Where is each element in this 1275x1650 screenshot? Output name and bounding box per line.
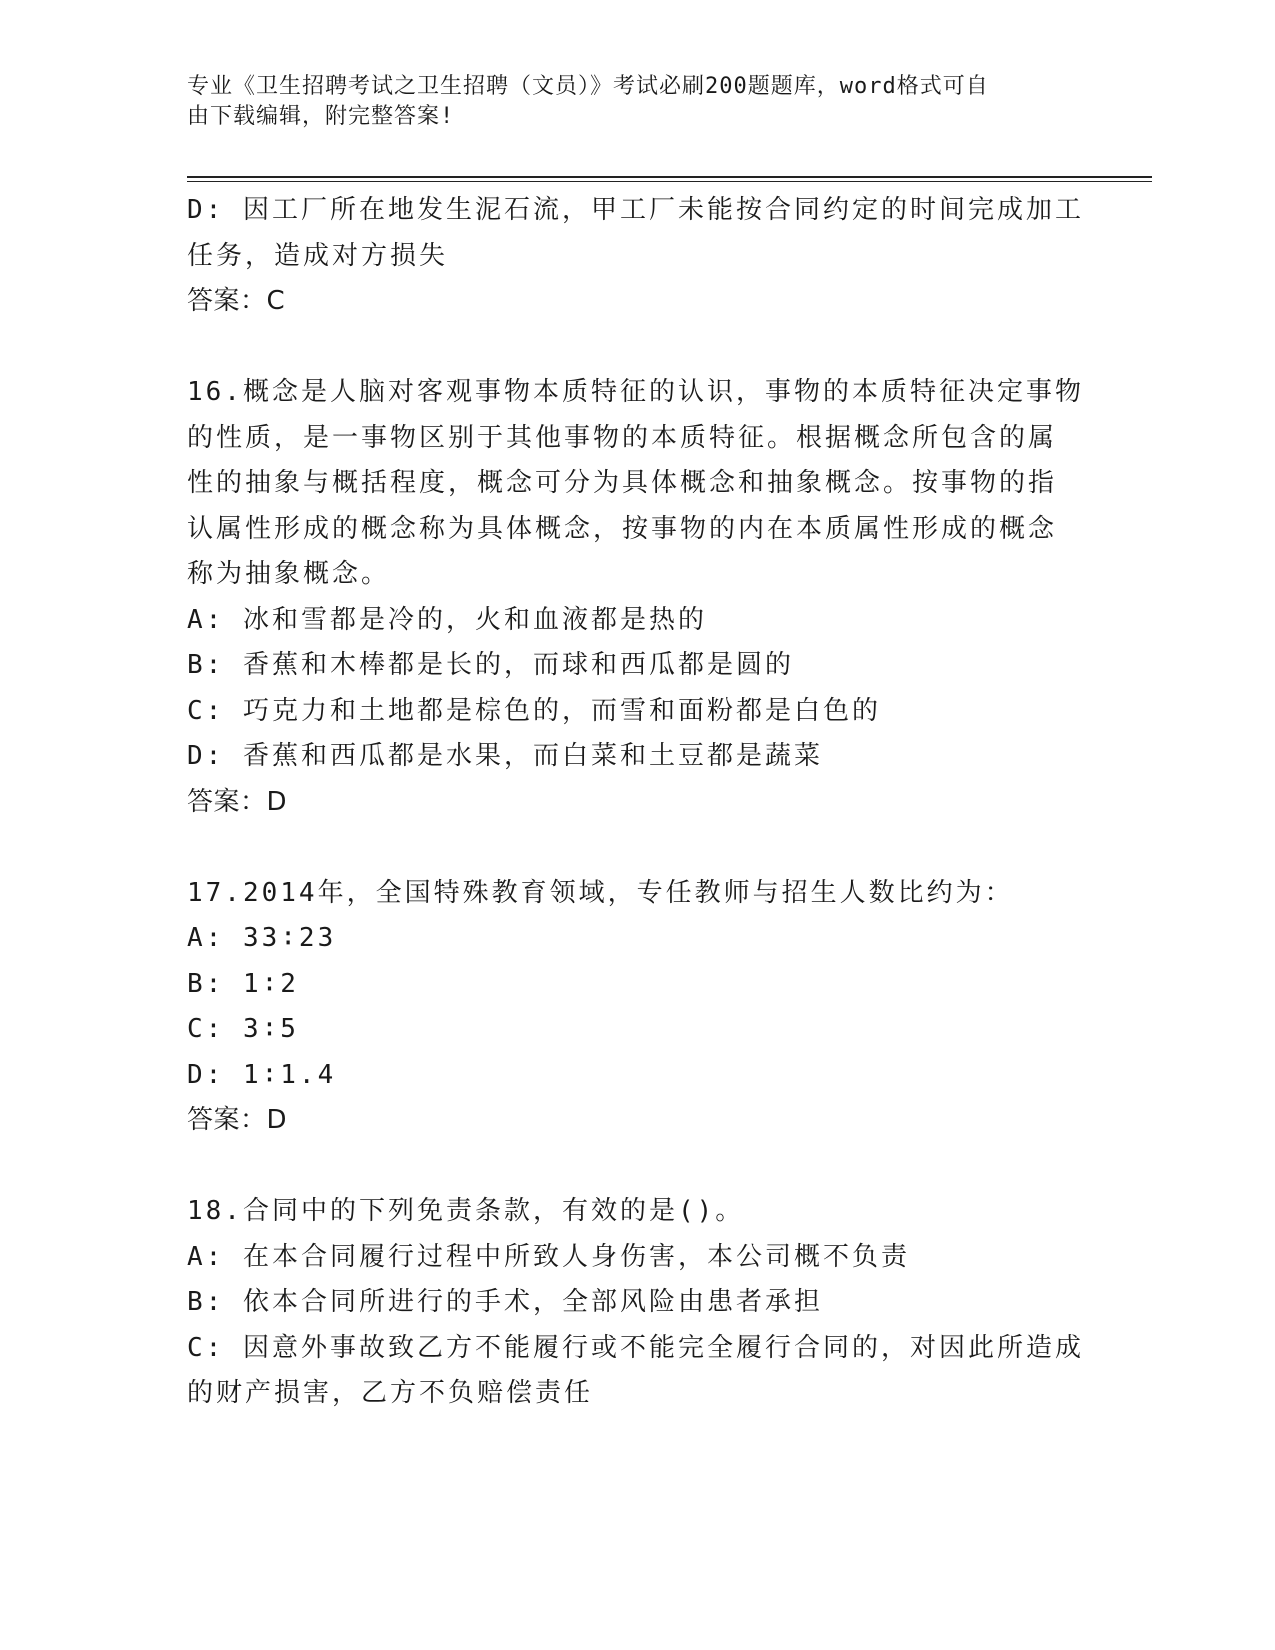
spacer xyxy=(187,325,1087,371)
q17-option-b: B: 1∶2 xyxy=(187,968,299,999)
q17-stem: 17.2014年，全国特殊教育领域，专任教师与招生人数比约为： xyxy=(187,877,1014,908)
q16-option-d: D: 香蕉和西瓜都是水果，而白菜和土豆都是蔬菜 xyxy=(187,741,823,771)
q18-stem: 18.合同中的下列免责条款，有效的是()。 xyxy=(187,1196,745,1226)
spacer xyxy=(187,1144,1087,1190)
q16-stem-line: 16.概念是人脑对客观事物本质特征的认识，事物的本质特征决定事物 xyxy=(187,377,1084,407)
header-line-2: 由下载编辑，附完整答案! xyxy=(187,104,455,129)
header-line-1: 专业《卫生招聘考试之卫生招聘（文员）》考试必刷200题题库，word格式可自 xyxy=(187,74,989,99)
question-content xyxy=(187,188,1087,1417)
question-17 xyxy=(187,871,1087,1144)
q16-option-b: B: 香蕉和木棒都是长的，而球和西瓜都是圆的 xyxy=(187,650,794,680)
q17-option-c: C: 3∶5 xyxy=(187,1014,299,1044)
q18-option-b: B: 依本合同所进行的手术，全部风险由患者承担 xyxy=(187,1287,823,1317)
q17-option-a: A: 33∶23 xyxy=(187,923,337,953)
header-rule-thick xyxy=(187,176,1152,178)
q16-stem-line: 称为抽象概念。 xyxy=(187,559,391,589)
document-header xyxy=(187,72,1067,132)
q18-option-c-line-1: C: 因意外事故致乙方不能履行或不能完全履行合同的，对因此所造成 xyxy=(187,1332,1084,1363)
q16-answer: 答案：D xyxy=(187,786,288,817)
q18-option-a: A: 在本合同履行过程中所致人身伤害，本公司概不负责 xyxy=(187,1241,910,1272)
q16-stem-line: 的性质，是一事物区别于其他事物的本质特征。根据概念所包含的属 xyxy=(187,422,1058,453)
q17-option-d: D: 1∶1.4 xyxy=(187,1059,337,1090)
question-16 xyxy=(187,370,1087,825)
spacer xyxy=(187,825,1087,871)
q18-option-c-line-2: 的财产损害，乙方不负赔偿责任 xyxy=(187,1378,594,1408)
q16-stem-line: 性的抽象与概括程度，概念可分为具体概念和抽象概念。按事物的指 xyxy=(187,468,1058,498)
header-rule-thin xyxy=(187,181,1152,182)
q16-option-c: C: 巧克力和土地都是棕色的，而雪和面粉都是白色的 xyxy=(187,695,881,726)
q15-option-d-line-1: D: 因工厂所在地发生泥石流，甲工厂未能按合同约定的时间完成加工 xyxy=(187,195,1084,225)
question-18 xyxy=(187,1189,1087,1417)
q15-option-d-line-2: 任务，造成对方损失 xyxy=(187,240,449,271)
q16-option-a: A: 冰和雪都是冷的，火和血液都是热的 xyxy=(187,604,707,635)
q16-stem-line: 认属性形成的概念称为具体概念，按事物的内在本质属性形成的概念 xyxy=(187,513,1058,544)
q15-answer: 答案：C xyxy=(187,286,286,316)
q17-answer: 答案：D xyxy=(187,1105,288,1135)
